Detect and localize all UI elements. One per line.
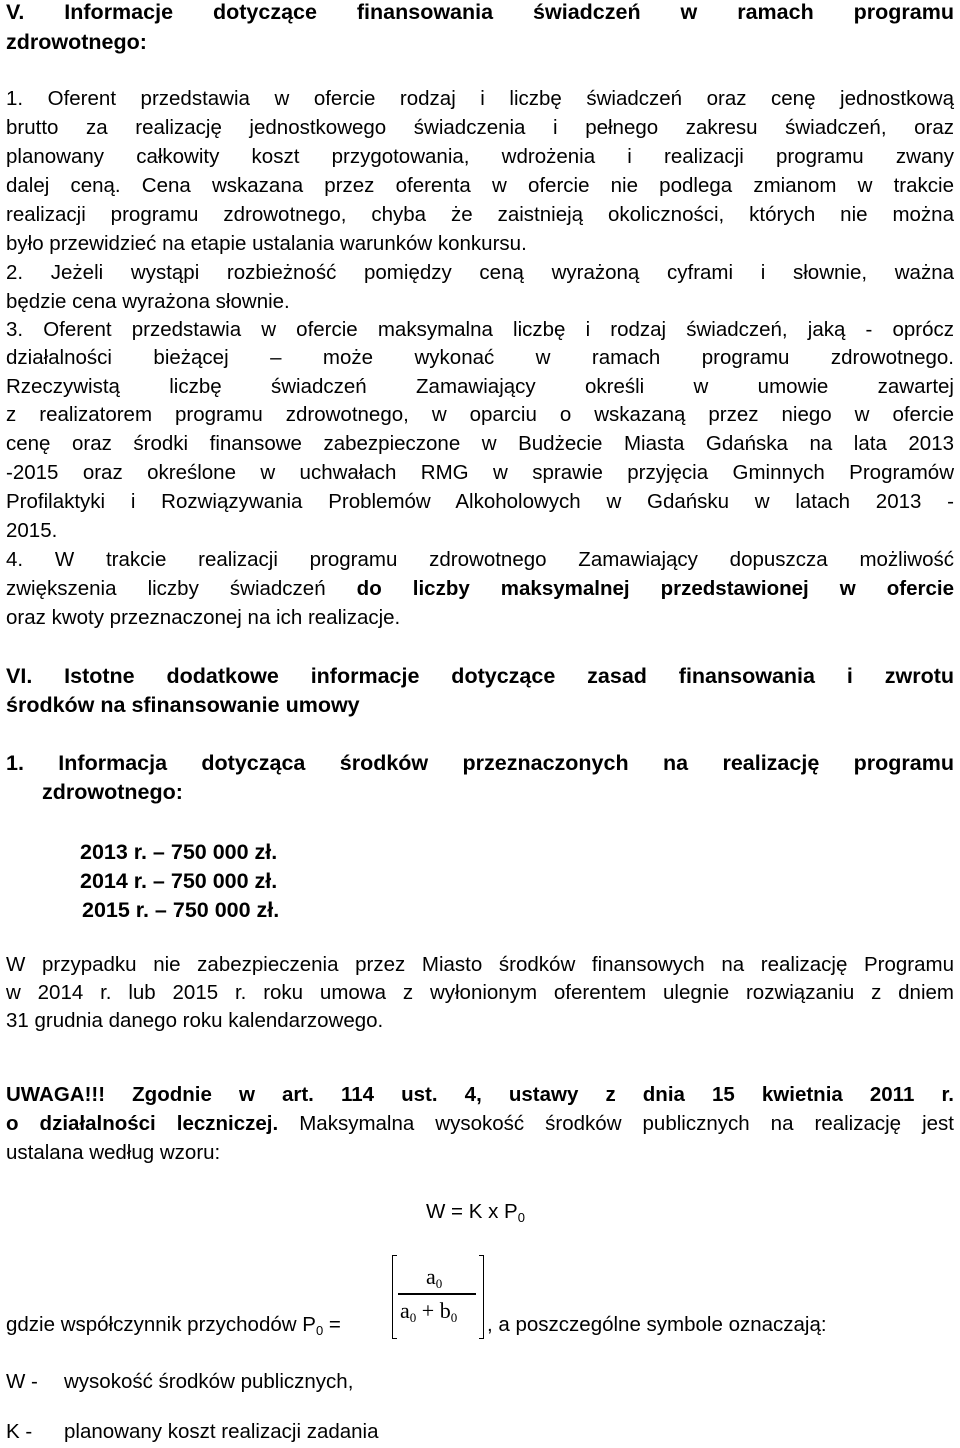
paragraph-4-line: 4. W trakcie realizacji programu zdrowotnego Zamawiający dopuszcza możliwość [6, 548, 954, 571]
paragraph-2-line: 2. Jeżeli wystąpi rozbieżność pomiędzy ceną wyrażoną cyframi i słownie, ważna [6, 261, 954, 284]
note-line: w 2014 r. lub 2015 r. roku umowa z wyłonionym oferentem ulegnie rozwiązaniu z dniem [6, 981, 954, 1004]
coefficient-equals: = [323, 1313, 341, 1336]
coefficient-label [6, 1315, 341, 1336]
formula-main [426, 1202, 525, 1223]
warning-law-name: o działalności leczniczej. [6, 1112, 279, 1135]
paragraph-1-line: było przewidzieć na etapie ustalania warunków konkursu. [6, 232, 527, 255]
paragraph-2-line: będzie cena wyrażona słownie. [6, 290, 290, 313]
section-vi-heading: VI. Istotne dodatkowe informacje dotyczące zasad finansowania i zwrotu [6, 664, 954, 688]
symbol-key: W - [6, 1370, 38, 1393]
note-line: W przypadku nie zabezpieczenia przez Miasto środków finansowych na realizację Programu [6, 953, 954, 976]
right-bracket [479, 1255, 484, 1339]
formula-subscript: 0 [517, 1210, 525, 1225]
symbol-description: wysokość środków publicznych, [64, 1370, 354, 1393]
paragraph-1-line: 1. Oferent przedstawia w ofercie rodzaj i liczbę świadczeń oraz cenę jednostkową [6, 87, 954, 110]
paragraph-3-line: z realizatorem programu zdrowotnego, w oparciu o wskazaną przez niego w ofercie [6, 403, 954, 426]
coefficient-after-text: , a poszczególne symbole oznaczają: [487, 1313, 827, 1336]
coefficient-label-text: gdzie współczynnik przychodów P [6, 1313, 316, 1336]
left-bracket [392, 1255, 397, 1339]
paragraph-3-line: 3. Oferent przedstawia w ofercie maksymalna liczbę i rodzaj świadczeń, jaką - oprócz [6, 318, 954, 341]
paragraph-1-line: dalej ceną. Cena wskazana przez oferenta w ofercie nie podlega zmianom w trakcie [6, 174, 954, 197]
denominator-b-subscript: 0 [450, 1310, 458, 1325]
denominator-a: a [400, 1298, 410, 1323]
paragraph-4-line: oraz kwoty przeznaczonej na ich realizacje. [6, 606, 401, 629]
symbol-key: K - [6, 1420, 33, 1443]
paragraph-1-line: brutto za realizację jednostkowego świadczenia i pełnego zakresu świadczeń, oraz [6, 116, 954, 139]
warning-line: ustalana według wzoru: [6, 1141, 221, 1164]
fraction-numerator [426, 1264, 443, 1291]
denominator-a-subscript: 0 [409, 1310, 417, 1325]
numerator-a: a [426, 1264, 436, 1289]
paragraph-3-line: Rzeczywistą liczbę świadczeń Zamawiający określi w umowie zawartej [6, 375, 954, 398]
denominator-b: b [439, 1298, 451, 1323]
note-line: 31 grudnia danego roku kalendarzowego. [6, 1009, 384, 1032]
warning-text: Maksymalna wysokość środków publicznych na realizację jest [299, 1112, 955, 1135]
section-v-heading-cont: zdrowotnego: [6, 30, 147, 54]
section-vi-heading-cont: środków na sfinansowanie umowy [6, 693, 360, 717]
funding-info-heading-cont: zdrowotnego: [42, 780, 183, 804]
paragraph-3-line: -2015 oraz określone w uchwałach RMG w sprawie przyjęcia Gminnych Programów [6, 461, 954, 484]
paragraph-4-line [6, 579, 954, 600]
warning-line: UWAGA!!! Zgodnie w art. 114 ust. 4, ustawy z dnia 15 kwietnia 2011 r. [6, 1083, 954, 1106]
paragraph-1-line: realizacji programu zdrowotnego, chyba że zaistnieją okoliczności, których nie można [6, 203, 954, 226]
paragraph-1-line: planowany całkowity koszt przygotowania, wdrożenia i realizacji programu zwany [6, 145, 954, 168]
denominator-plus: + [421, 1298, 435, 1323]
paragraph-3-line: 2015. [6, 519, 58, 542]
section-v-heading: V. Informacje dotyczące finansowania świadczeń w ramach programu [6, 0, 954, 24]
amount-2013: 2013 r. – 750 000 zł. [80, 840, 278, 864]
paragraph-3-line: Profilaktyki i Rozwiązywania Problemów Alkoholowych w Gdańsku w latach 2013 - [6, 490, 954, 513]
coefficient-subscript: 0 [315, 1323, 324, 1338]
warning-line [6, 1114, 954, 1135]
formula-text: W = K x P [426, 1200, 518, 1223]
funding-info-heading: 1. Informacja dotycząca środków przeznaczonych na realizację programu [6, 751, 954, 775]
paragraph-4-normal-text: zwiększenia liczby świadczeń [6, 577, 357, 600]
paragraph-3-line: działalności bieżącej – może wykonać w ramach programu zdrowotnego. [6, 346, 954, 369]
amount-2014: 2014 r. – 750 000 zł. [80, 869, 278, 893]
numerator-subscript: 0 [435, 1276, 443, 1291]
paragraph-3-line: cenę oraz środki finansowe zabezpieczone w Budżecie Miasta Gdańska na lata 2013 [6, 432, 954, 455]
amount-2015: 2015 r. – 750 000 zł. [82, 898, 280, 922]
symbol-description: planowany koszt realizacji zadania [64, 1420, 379, 1443]
fraction-bar [398, 1293, 476, 1295]
paragraph-4-bold-text: do liczby maksymalnej przedstawionej w ofercie [356, 577, 954, 600]
fraction-denominator [400, 1298, 458, 1325]
